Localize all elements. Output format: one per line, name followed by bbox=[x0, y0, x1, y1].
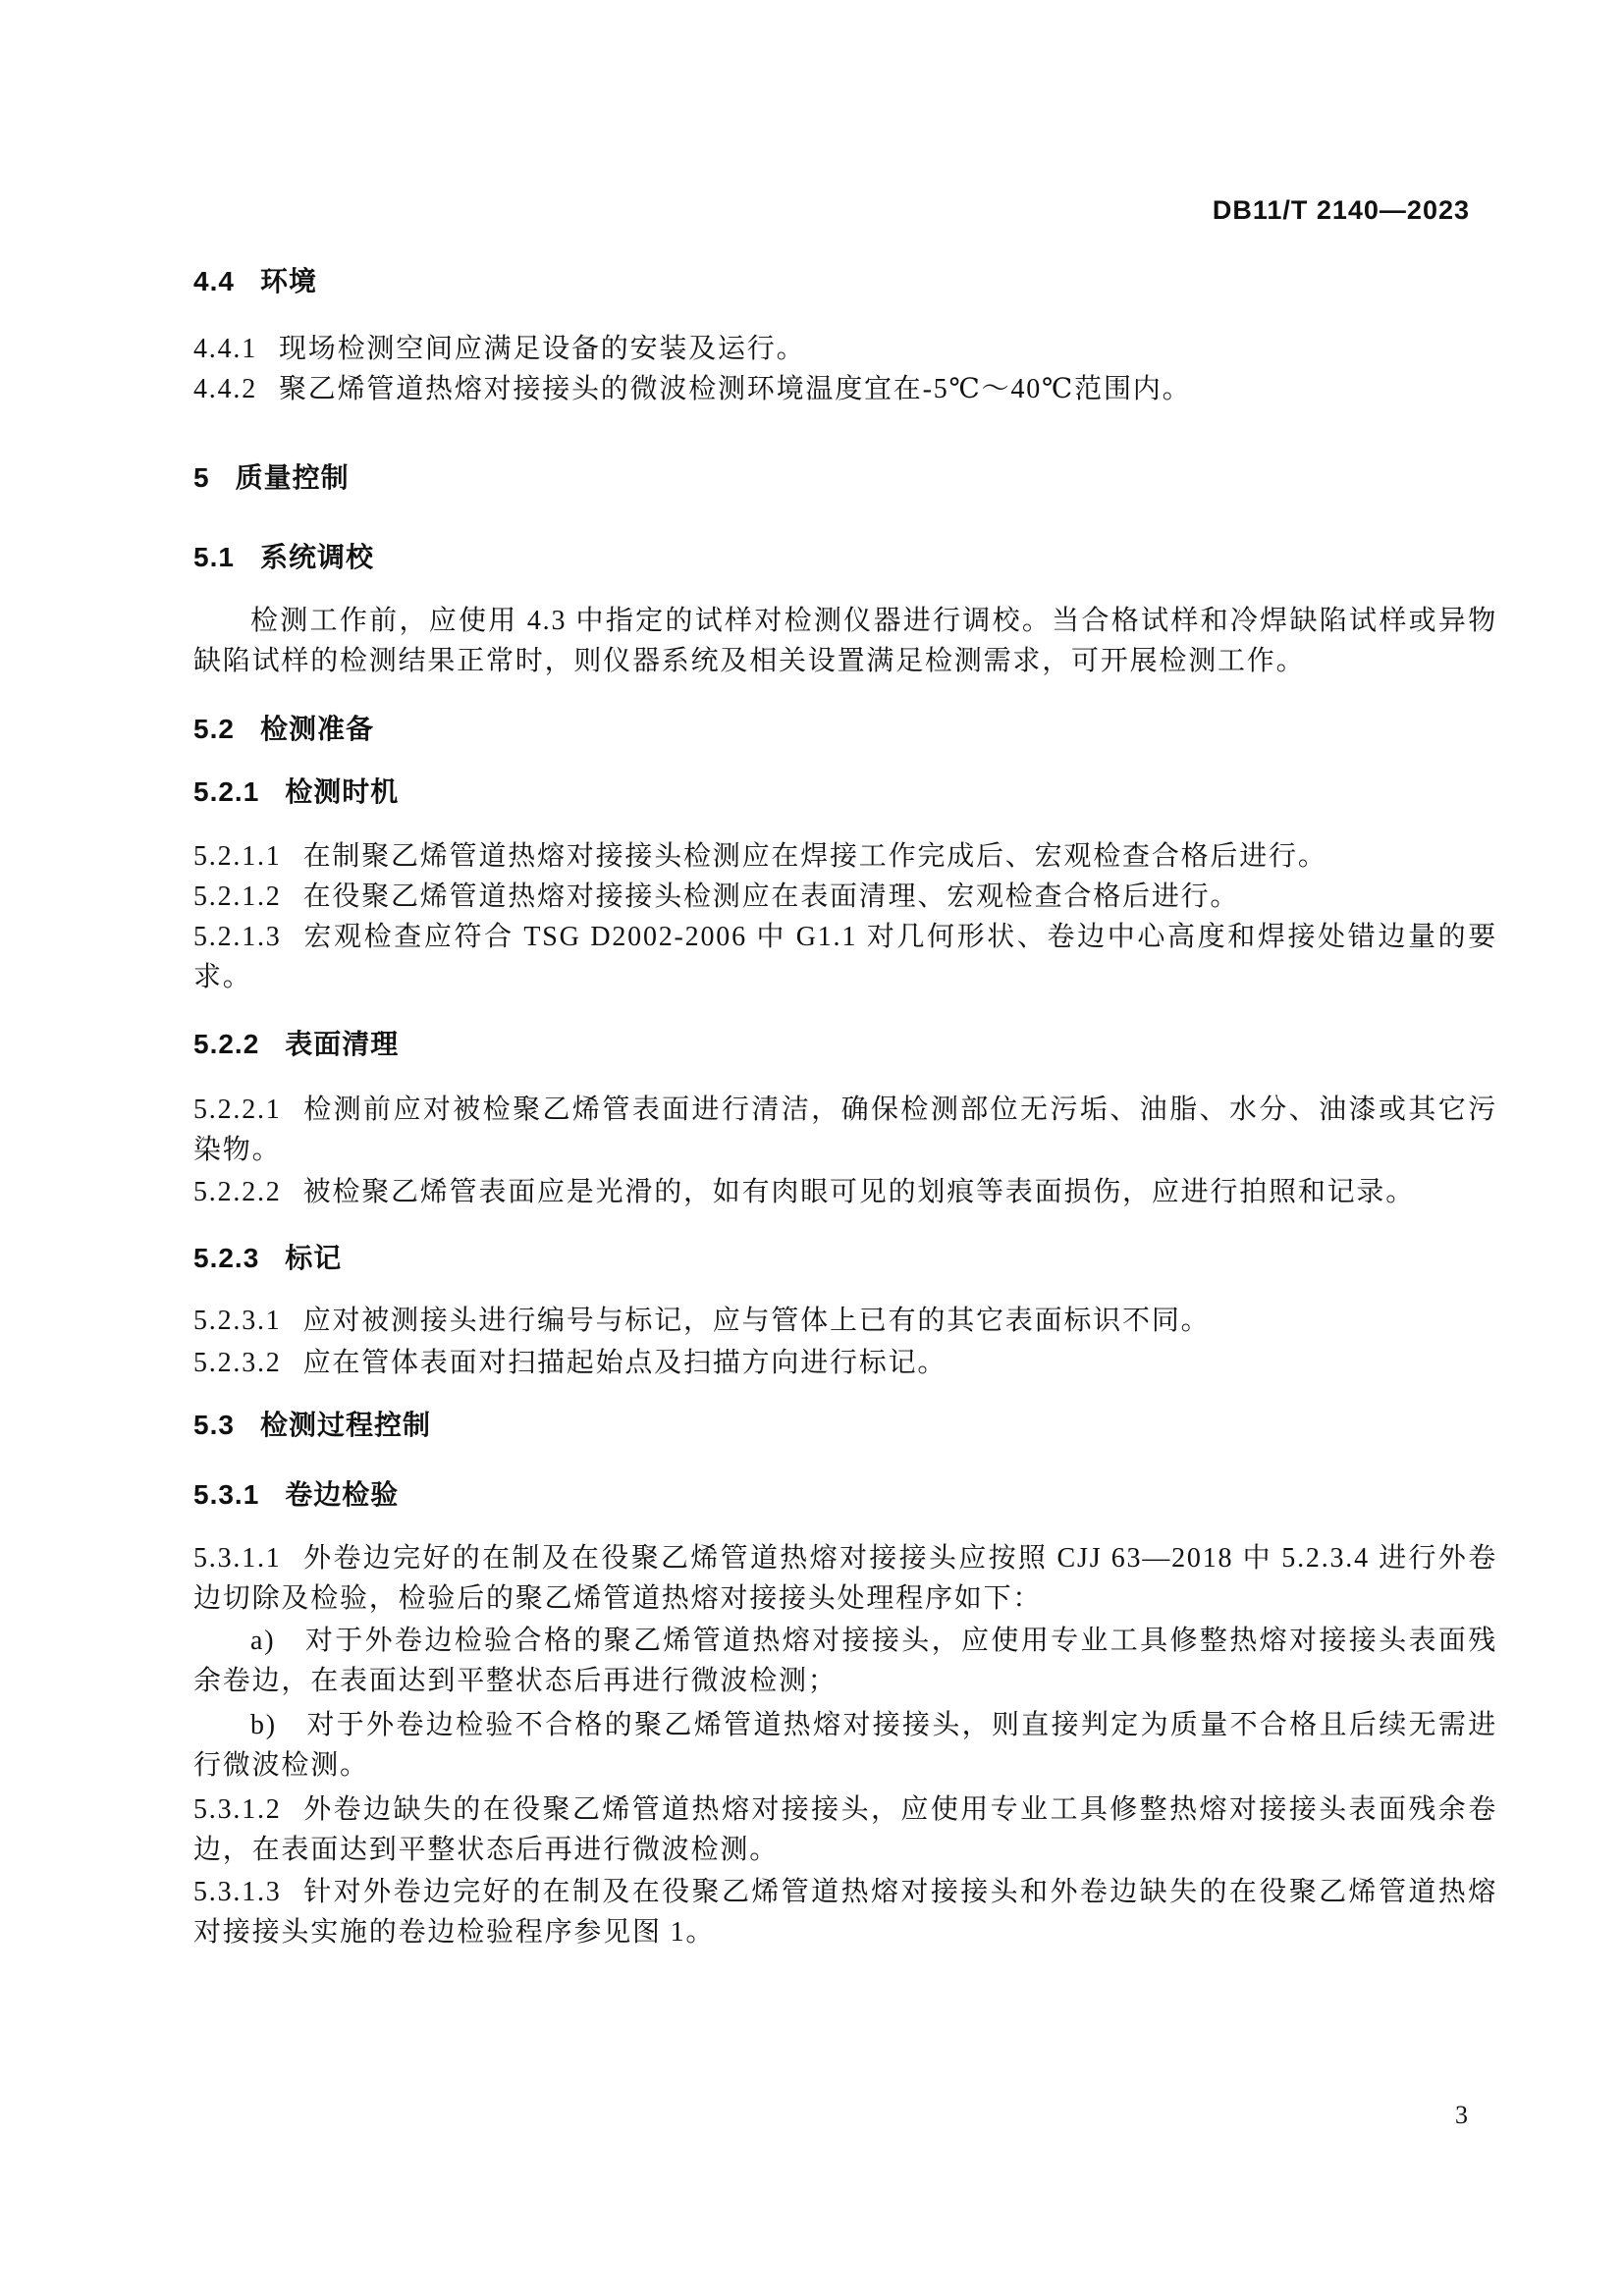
heading-title: 质量控制 bbox=[235, 462, 350, 493]
heading-title: 表面清理 bbox=[285, 1029, 400, 1059]
clause-5-2-1-3 bbox=[193, 917, 1497, 997]
clause-4-4-2 bbox=[193, 369, 1497, 409]
list-item-b bbox=[193, 1705, 1497, 1786]
list-item-marker: a) bbox=[250, 1626, 276, 1656]
heading-number: 5.2.1 bbox=[193, 776, 260, 807]
clause-number: 5.2.3.1 bbox=[193, 1306, 282, 1336]
heading-4-4 bbox=[193, 261, 1497, 301]
clause-5-2-3-1 bbox=[193, 1301, 1497, 1341]
clause-number: 5.2.3.2 bbox=[193, 1348, 282, 1378]
clause-number: 5.3.1.1 bbox=[193, 1543, 282, 1574]
clause-5-3-1-3 bbox=[193, 1872, 1497, 1952]
clause-text: 检测前应对被检聚乙烯管表面进行清洁，确保检测部位无污垢、油脂、水分、油漆或其它污染物。 bbox=[193, 1095, 1497, 1165]
clause-number: 5.3.1.3 bbox=[193, 1877, 282, 1907]
clause-text: 外卷边缺失的在役聚乙烯管道热熔对接接头，应使用专业工具修整热熔对接接头表面残余卷边，在表面达到平整状态后再进行微波检测。 bbox=[193, 1794, 1497, 1865]
heading-title: 标记 bbox=[285, 1243, 343, 1273]
clause-text: 被检聚乙烯管表面应是光滑的，如有肉眼可见的划痕等表面损伤，应进行拍照和记录。 bbox=[302, 1177, 1416, 1207]
clause-4-4-1 bbox=[193, 329, 1497, 369]
clause-number: 5.2.1.2 bbox=[193, 881, 282, 912]
heading-number: 5.2.3 bbox=[193, 1243, 260, 1273]
clause-5-2-2-1 bbox=[193, 1090, 1497, 1170]
doc-number: DB11/T 2140—2023 bbox=[1212, 195, 1470, 225]
clause-number: 5.2.2.1 bbox=[193, 1095, 282, 1125]
page-content bbox=[193, 0, 1497, 1952]
heading-number: 4.4 bbox=[193, 266, 235, 296]
list-item-text: 对于外卷边检验合格的聚乙烯管道热熔对接接头，应使用专业工具修整热熔对接接头表面残余卷边，在表面达到平整状态后再进行微波检测； bbox=[193, 1626, 1497, 1696]
clause-5-3-1-2 bbox=[193, 1789, 1497, 1870]
heading-5-2-1 bbox=[193, 772, 1497, 812]
clause-text: 针对外卷边完好的在制及在役聚乙烯管道热熔对接接头和外卷边缺失的在役聚乙烯管道热熔对接接头实施的卷边检验程序参见图 1。 bbox=[193, 1877, 1497, 1948]
clause-number: 5.2.1.3 bbox=[193, 922, 282, 952]
clause-text: 应对被测接头进行编号与标记，应与管体上已有的其它表面标识不同。 bbox=[302, 1306, 1211, 1336]
heading-5-3 bbox=[193, 1405, 1497, 1445]
list-item-a bbox=[193, 1621, 1497, 1701]
heading-5-2-3 bbox=[193, 1238, 1497, 1278]
clause-number: 5.2.2.2 bbox=[193, 1177, 282, 1207]
heading-5-1 bbox=[193, 537, 1497, 577]
heading-title: 检测过程控制 bbox=[259, 1410, 431, 1440]
clause-5-2-1-1 bbox=[193, 836, 1497, 877]
page-number: 3 bbox=[1455, 2101, 1468, 2129]
heading-title: 检测准备 bbox=[259, 714, 374, 744]
clause-text: 外卷边完好的在制及在役聚乙烯管道热熔对接接头应按照 CJJ 63—2018 中 5.2.3.4 进行外卷边切除及检验，检验后的聚乙烯管道热熔对接接头处理程序如下： bbox=[193, 1543, 1497, 1614]
heading-title: 检测时机 bbox=[285, 776, 400, 807]
heading-number: 5.1 bbox=[193, 542, 235, 572]
list-item-marker: b) bbox=[250, 1710, 277, 1740]
heading-number: 5.3.1 bbox=[193, 1479, 260, 1510]
heading-number: 5.2 bbox=[193, 714, 235, 744]
heading-5 bbox=[193, 457, 1497, 498]
heading-title: 卷边检验 bbox=[285, 1479, 400, 1510]
clause-5-3-1-1 bbox=[193, 1538, 1497, 1619]
clause-number: 4.4.2 bbox=[193, 374, 257, 404]
clause-5-2-3-2 bbox=[193, 1343, 1497, 1383]
heading-number: 5.2.2 bbox=[193, 1029, 260, 1059]
clause-text: 宏观检查应符合 TSG D2002-2006 中 G1.1 对几何形状、卷边中心高度和焊接处错边量的要求。 bbox=[193, 922, 1497, 992]
clause-text: 在役聚乙烯管道热熔对接接头检测应在表面清理、宏观检查合格后进行。 bbox=[302, 881, 1240, 912]
list-item-text: 对于外卷边检验不合格的聚乙烯管道热熔对接接头，则直接判定为质量不合格且后续无需进行微波检测。 bbox=[193, 1710, 1497, 1781]
heading-5-3-1 bbox=[193, 1474, 1497, 1515]
clause-number: 5.2.1.1 bbox=[193, 841, 282, 872]
heading-5-2-2 bbox=[193, 1024, 1497, 1064]
clause-5-1-body: 检测工作前，应使用 4.3 中指定的试样对检测仪器进行调校。当合格试样和冷焊缺陷试样或异物缺陷试样的检测结果正常时，则仪器系统及相关设置满足检测需求，可开展检测工作。 bbox=[193, 606, 1497, 676]
clause-text: 聚乙烯管道热熔对接接头的微波检测环境温度宜在-5℃～40℃范围内。 bbox=[279, 374, 1192, 404]
heading-5-2 bbox=[193, 709, 1497, 749]
heading-title: 系统调校 bbox=[259, 542, 374, 572]
heading-number: 5 bbox=[193, 462, 210, 493]
clause-text: 应在管体表面对扫描起始点及扫描方向进行标记。 bbox=[302, 1348, 947, 1378]
heading-title: 环境 bbox=[259, 266, 317, 296]
clause-text: 现场检测空间应满足设备的安装及运行。 bbox=[279, 334, 806, 364]
clause-5-2-2-2 bbox=[193, 1172, 1497, 1212]
clause-5-2-1-2 bbox=[193, 877, 1497, 917]
clause-number: 4.4.1 bbox=[193, 334, 257, 364]
clause-number: 5.3.1.2 bbox=[193, 1794, 282, 1825]
heading-number: 5.3 bbox=[193, 1410, 235, 1440]
clause-text: 在制聚乙烯管道热熔对接接头检测应在焊接工作完成后、宏观检查合格后进行。 bbox=[302, 841, 1327, 872]
